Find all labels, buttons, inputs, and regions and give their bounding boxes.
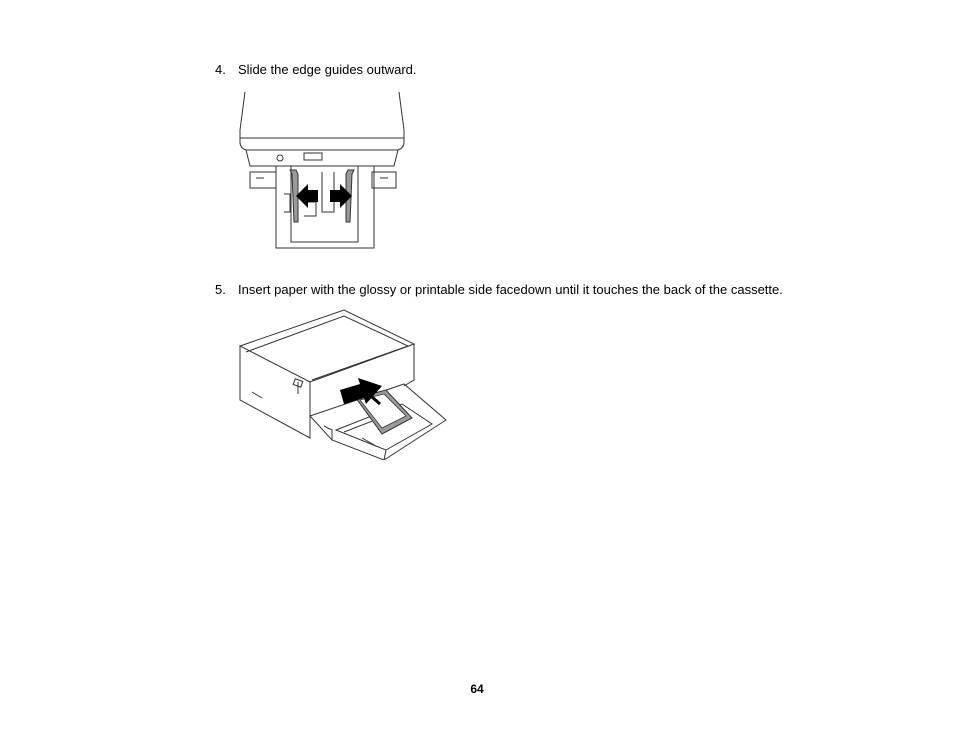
printer-load-paper-illustration <box>236 308 448 460</box>
page-number: 64 <box>470 682 484 696</box>
step-number: 4. <box>215 62 226 77</box>
step-number: 5. <box>215 282 226 297</box>
arrow-left-icon <box>296 184 318 208</box>
step-text: Insert paper with the glossy or printable side facedown until it touches the back of the cassette. <box>238 282 783 297</box>
step-text: Slide the edge guides outward. <box>238 62 417 77</box>
printer-edge-guides-illustration <box>236 90 408 250</box>
